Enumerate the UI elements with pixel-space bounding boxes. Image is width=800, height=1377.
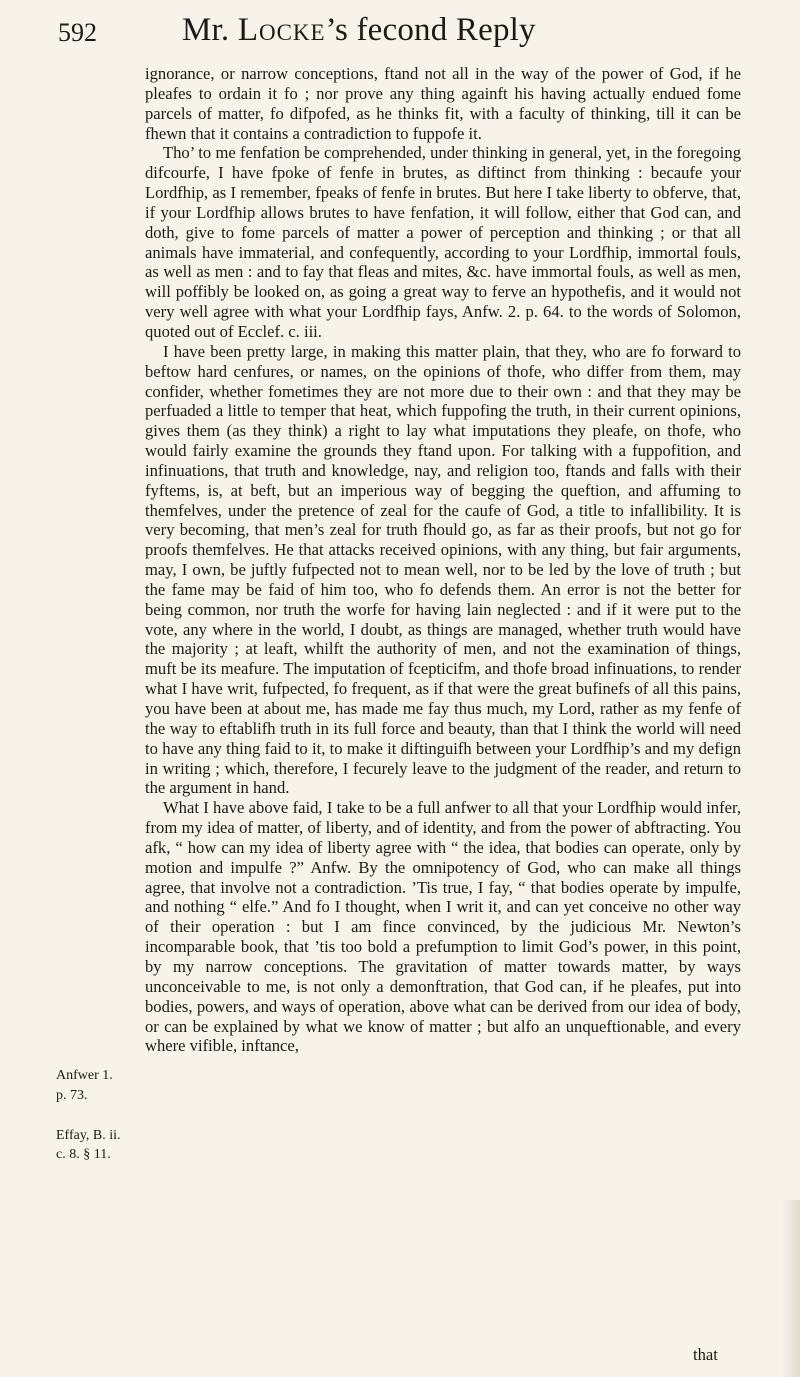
paragraph: What I have above faid, I take to be a full anfwer to all that your Lordfhip would infer, from my idea of matter, of liberty, and of identity, and from the power of abftracting. You afk, “ how can my idea of liberty agree with “ the idea, that bodies can operate, only by motion and impulfe ?” Anfw. By the omnipotency of God, who can make all things agree, that involve not a contradiction. ’Tis true, I fay, “ that bodies operate by impulfe, and nothing “ elfe.” And fo I thought, when I writ it, and can yet conceive no other way of their operation : but I am fince convinced, by the judicious Mr. Newton’s incomparable book, that ’tis too bold a prefumption to limit God’s power, in this point, by my narrow conceptions. The gravitation of matter towards matter, by ways unconceivable to me, is not only a demonftration, that God can, if he pleafes, put into bodies, powers, and ways of operation, above what can be derived from our idea of body, or can be explained by what we know of matter ; but alfo an unqueftionable, and every where vifible, inftance, [145,798,741,1056]
margin-note-spacer [56,1106,140,1126]
margin-notes [56,1066,140,1165]
page-header [58,10,738,58]
margin-note: c. 8. § 11. [56,1147,111,1163]
margin-note: Effay, B. ii. [56,1127,121,1143]
body-text [145,64,741,1056]
running-head [182,12,536,49]
running-head-suffix: ’s fecond Reply [325,12,536,48]
margin-note: p. 73. [56,1087,88,1103]
running-head-name: Locke [237,12,326,48]
paragraph: I have been pretty large, in making this matter plain, that they, who are fo forward to beftow hard cenfures, or names, on the opinions of thofe, who differ from them, may confider, whether fometimes they are not more due to their own : and that they may be perfuaded a little to temper that heat, which fuppofing the truth, in their current opinions, gives them (as they think) a right to lay what imputations they pleafe, on thofe, who would fairly examine the grounds they ftand upon. For talking with a fuppofition, and infinuations, that truth and knowledge, nay, and religion too, ftands and falls with their fyftems, is, at beft, but an imperious way of begging the queftion, and affuming to themfelves, under the pretence of zeal for the caufe of God, a title to infallibility. It is very becoming, that men’s zeal for truth fhould go, as far as their proofs, but not go for proofs themfelves. He that attacks received opinions, with any thing, but fair arguments, may, I own, be juftly fufpected not to mean well, nor to be led by the love of truth ; but the fame may be faid of him too, who fo defends them. An error is not the better for being common, nor truth the worfe for having lain neglected : and if it were put to the vote, any where in the world, I doubt, as things are managed, whether truth would have the majority ; at leaft, whilft the authority of men, and not the examination of things, muft be its meafure. The imputation of fcepticifm, and thofe broad infinuations, to render what I have writ, fufpected, fo frequent, as if that were the great bufinefs of all this pains, you have been at about me, has made me fay thus much, my Lord, rather as my fenfe of the way to eftablifh truth in its full force and beauty, than that I think the world will need to have any thing faid to it, to make it diftinguifh between your Lordfhip’s and my defign in writing ; which, therefore, I fecurely leave to the judgment of the reader, and return to the argument in hand. [145,341,741,798]
page-edge-shadow [782,1200,800,1377]
catchword: that [693,1345,718,1364]
paragraph-continued: ignorance, or narrow conceptions, ftand not all in the way of the power of God, if he pleafes to ordain it fo ; nor prove any thing againft his having actually endued fome parcels of matter, fo difpofed, as he thinks fit, with a faculty of thinking, till it can be fhewn that it contains a contradiction to fuppofe it. [145,64,741,143]
running-head-prefix: Mr. [182,12,238,48]
margin-note: Anfwer 1. [56,1068,113,1083]
page-number: 592 [58,18,97,47]
paragraph: Tho’ to me fenfation be comprehended, under thinking in general, yet, in the foregoing difcourfe, I have fpoke of fenfe in brutes, as diftinct from thinking : becaufe your Lordfhip, as I remember, fpeaks of fenfe in brutes. But here I take liberty to obferve, that, if your Lordfhip allows brutes to have fenfation, it will follow, either that God can, and doth, give to fome parcels of matter a power of perception and thinking ; or that all animals have immaterial, and confequently, according to your Lordfhip, immortal fouls, as well as men : and to fay that fleas and mites, &c. have immortal fouls, as well as men, will poffibly be looked on, as going a great way to ferve an hypothefis, and it would not very well agree with what your Lordfhip fays, Anfw. 2. p. 64. to the words of Solomon, quoted out of Ecclef. c. iii. [145,143,741,341]
